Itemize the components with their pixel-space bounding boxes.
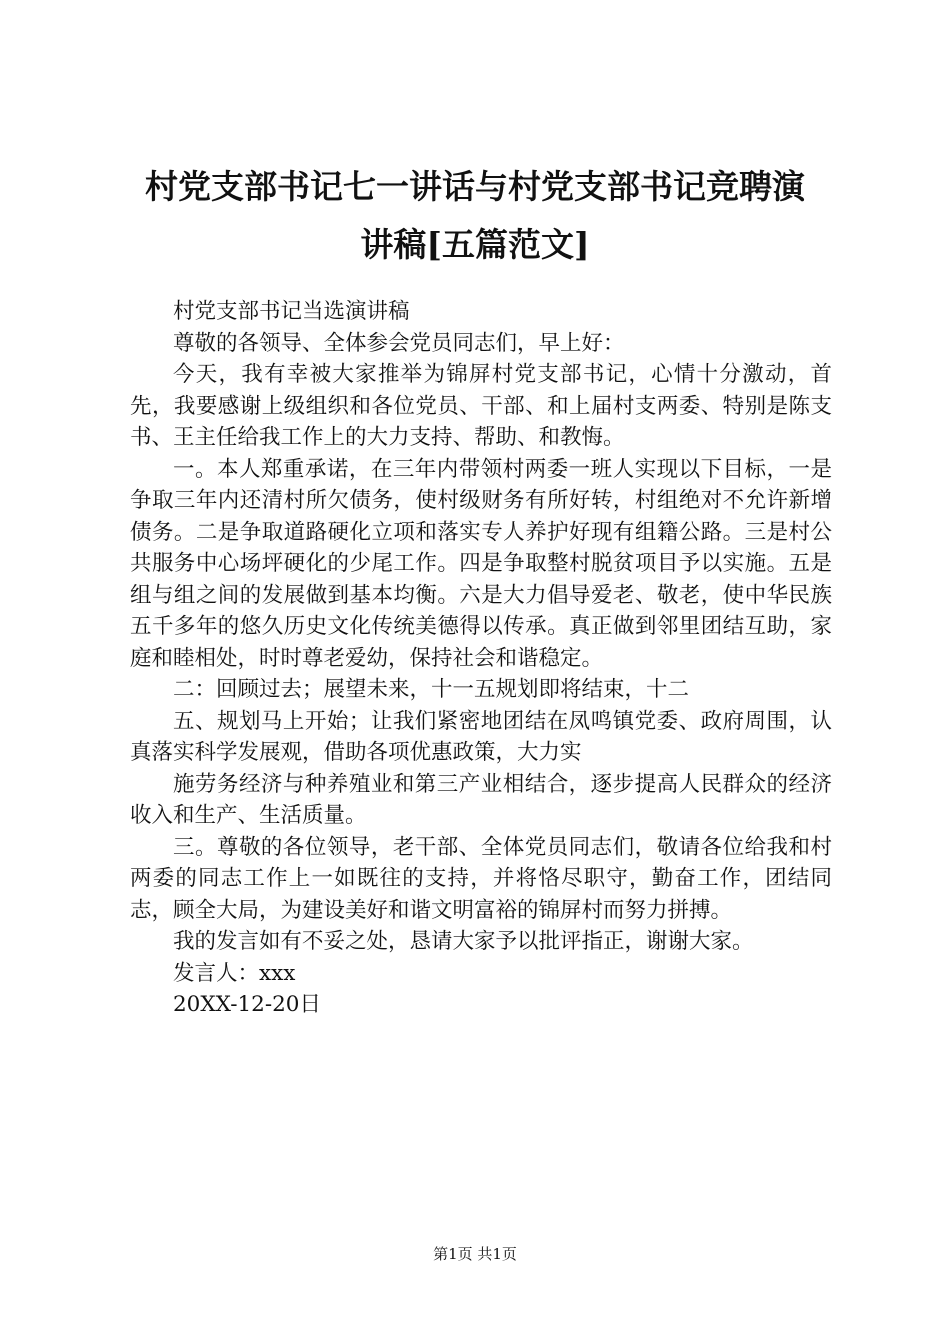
paragraph: 三。尊敬的各位领导，老干部、全体党员同志们，敬请各位给我和村两委的同志工作上一如既往的支持，并将恪尽职守，勤奋工作，团结同志，顾全大局，为建设美好和谐文明富裕的锦屏村而努力拼搏。 [130, 834, 832, 923]
paragraph: 我的发言如有不妥之处，恳请大家予以批评指正，谢谢大家。 [173, 929, 754, 954]
title-line-2: 讲稿[五篇范文] [360, 225, 590, 264]
paragraph: 一。本人郑重承诺，在三年内带领村两委一班人实现以下目标，一是争取三年内还清村所欠债务，使村级财务有所好转，村组绝对不允许新增债务。二是争取道路硬化立项和落实专人养护好现有组籍公路。三是村公共服务中心场坪硬化的少尾工作。四是争取整村脱贫项目予以实施。五是组与组之间的发展做到基本均衡。六是大力倡导爱老、敬老，使中华民族五千多年的悠久历史文化传统美德得以传承。真正做到邻里团结互助，家庭和睦相处，时时尊老爱幼，保持社会和谐稳定。 [130, 456, 832, 671]
document-title [110, 158, 840, 274]
page-footer: 第1页 共1页 [433, 1245, 517, 1263]
paragraph: 五、规划马上开始；让我们紧密地团结在凤鸣镇党委、政府周围，认真落实科学发展观，借助各项优惠政策，大力实 [130, 708, 832, 765]
document-body [130, 296, 832, 1021]
title-line-1: 村党支部书记七一讲话与村党支部书记竞聘演 [145, 167, 805, 206]
speaker-line: 发言人：xxx [173, 960, 296, 986]
paragraph: 施劳务经济与种养殖业和第三产业相结合，逐步提高人民群众的经济收入和生产、生活质量。 [130, 771, 832, 828]
date-line: 20XX-12-20日 [173, 992, 321, 1017]
paragraph-subtitle: 村党支部书记当选演讲稿 [173, 299, 410, 324]
paragraph-greeting: 尊敬的各领导、全体参会党员同志们，早上好： [173, 330, 625, 356]
paragraph: 今天，我有幸被大家推举为锦屏村党支部书记，心情十分激动，首先，我要感谢上级组织和各位党员、干部、和上届村支两委、特别是陈支书、王主任给我工作上的大力支持、帮助、和教悔。 [130, 362, 832, 450]
paragraph: 二：回顾过去；展望未来，十一五规划即将结束，十二 [173, 677, 690, 702]
